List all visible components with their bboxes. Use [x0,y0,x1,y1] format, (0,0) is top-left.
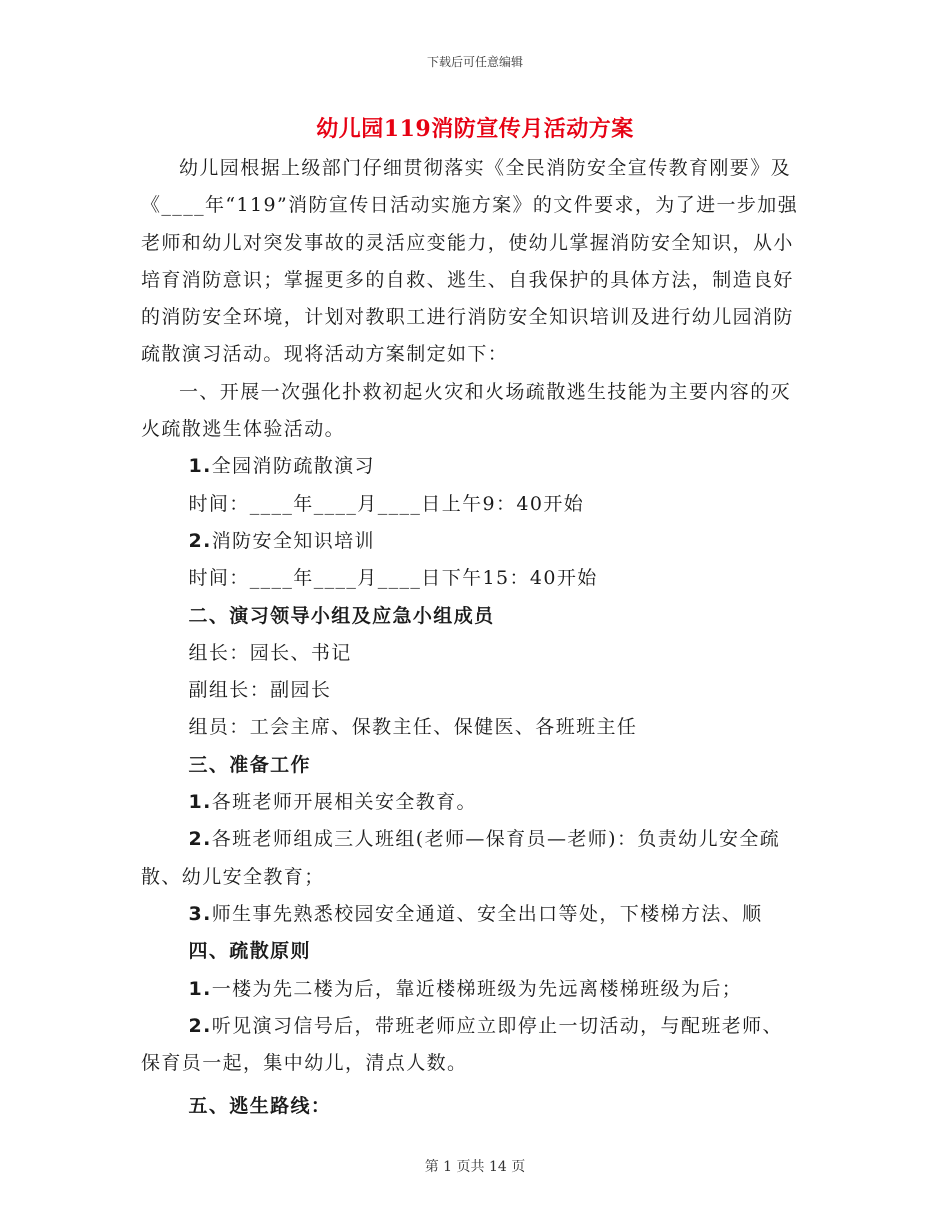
item-text: 各班老师开展相关安全教育。 [211,791,477,814]
section-1-time-2: 时间：____年____月____日下午15：40开始 [188,567,598,590]
section-2-heading: 二、演习领导小组及应急小组成员 [188,604,495,627]
item-number: 1. [188,455,212,478]
item-number: 2. [188,529,212,552]
item-number: 3. [188,902,212,925]
section-4-heading: 四、疏散原则 [188,940,311,963]
section-4-item-2 [141,1008,801,1083]
intro-paragraph: 幼儿园根据上级部门仔细贯彻落实《全民消防安全宣传教育刚要》及《____年“119”消防宣传日活动实施方案》的文件要求，为了进一步加强老师和幼儿对突发事故的灵活应变能力，使幼儿掌握消防安全知识，从小培育消防意识；掌握更多的自救、逃生、自我保护的具体方法，制造良好的消防安全环境，计划对教职工进行消防安全知识培训及进行幼儿园消防疏散演习活动。现将活动方案制定如下： [141,157,799,366]
item-text: 一楼为先二楼为后，靠近楼梯班级为先远离楼梯班级为后； [211,977,743,1000]
section-3-item-1 [141,784,801,821]
document-body [141,150,801,1126]
section-2-line-2: 副组长：副园长 [188,679,332,702]
section-3-item-2 [141,821,801,896]
item-text: 听见演习信号后，带班老师应立即停止一切活动，与配班老师、保育员一起，集中幼儿，清点人数。 [141,1014,783,1075]
item-text: 各班老师组成三人班组(老师—保育员—老师)：负责幼儿安全疏散、幼儿安全教育； [141,828,781,888]
item-number: 2. [188,1014,212,1037]
section-5-heading: 五、逃生路线： [188,1095,332,1118]
section-4-item-1 [141,971,801,1008]
section-2-line-3: 组员：工会主席、保教主任、保健医、各班班主任 [188,716,638,739]
section-3-heading: 三、准备工作 [188,753,311,776]
page-footer: 第 1 页共 14 页 [424,1159,526,1175]
item-number: 1. [188,977,212,1000]
section-1-time-1: 时间：____年____月____日上午9：40开始 [188,492,585,515]
item-text: 全园消防疏散演习 [211,455,375,478]
item-text: 师生事先熟悉校园安全通道、安全出口等处，下楼梯方法、顺 [211,902,763,925]
section-1-item-2 [141,523,801,560]
item-text: 消防安全知识培训 [211,529,375,552]
section-1-heading: 一、开展一次强化扑救初起火灾和火场疏散逃生技能为主要内容的灭火疏散逃生体验活动。 [141,380,792,441]
document-title: 幼儿园119消防宣传月活动方案 [316,116,634,142]
item-number: 1. [188,791,212,814]
section-1-item-1 [141,448,801,485]
section-2-line-1: 组长：园长、书记 [188,641,352,664]
section-3-item-3 [141,896,801,933]
page-header: 下载后可任意编辑 [426,55,523,69]
item-number: 2. [188,828,212,851]
